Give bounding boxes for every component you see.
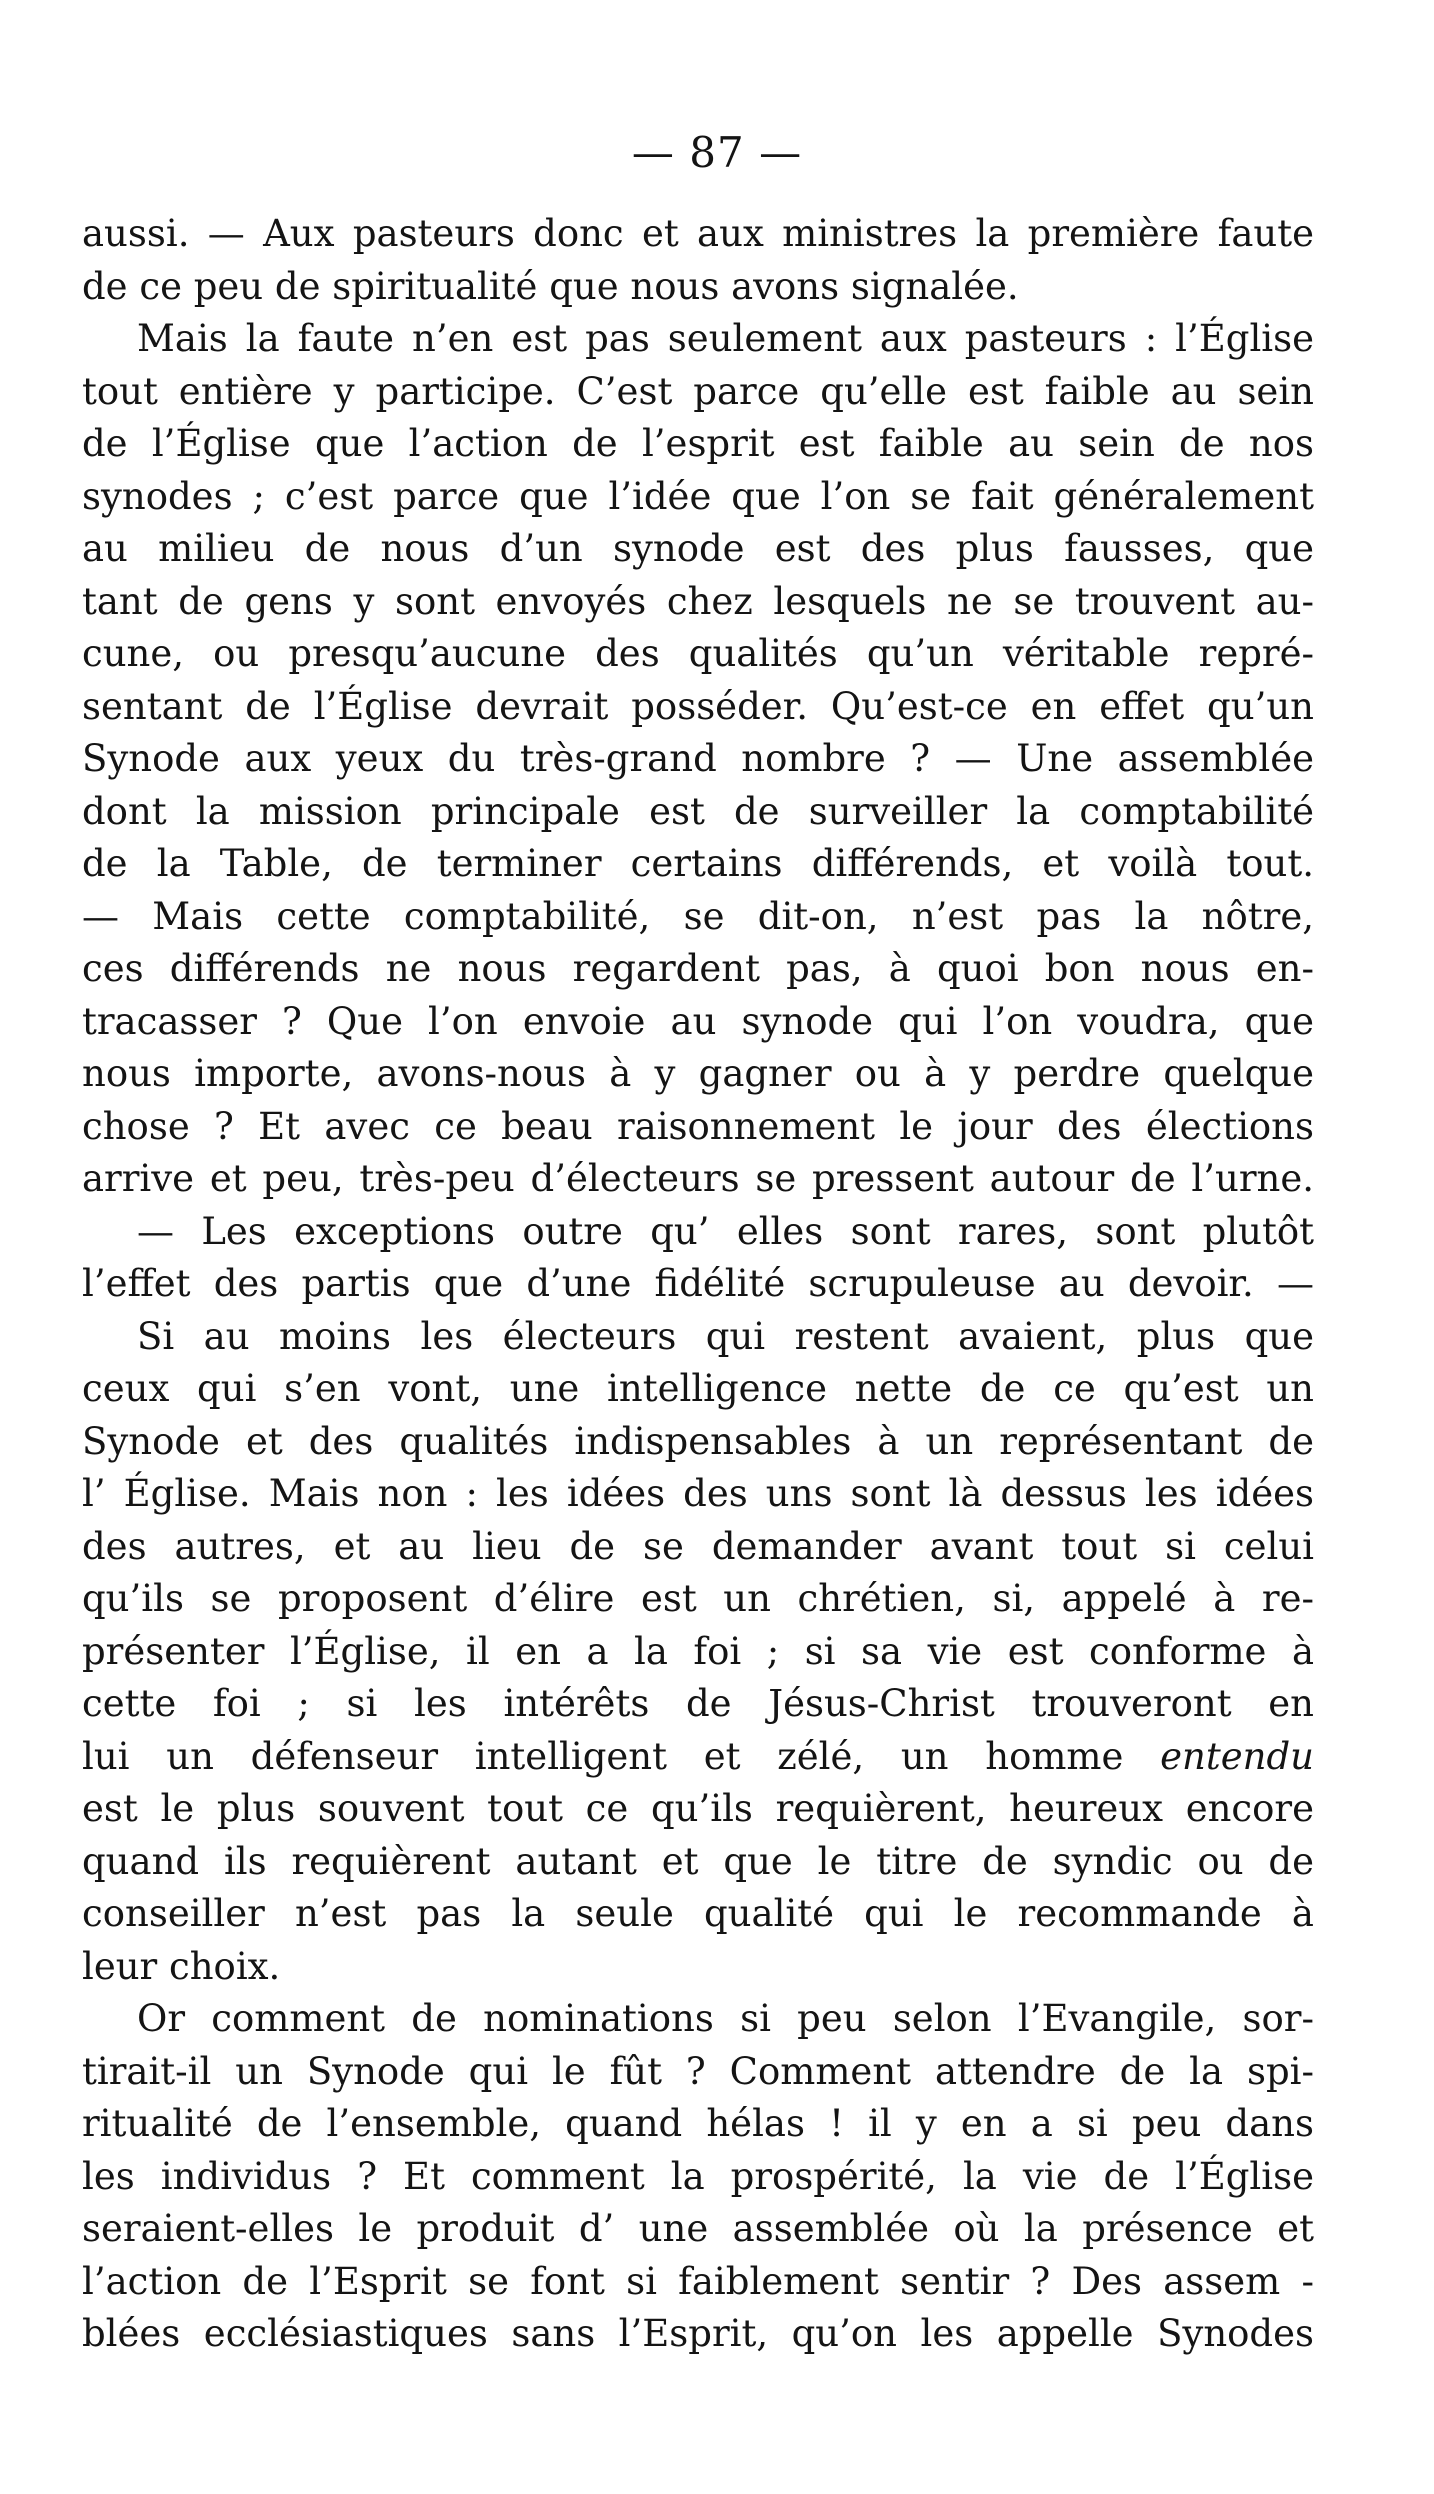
- text-line: Or comment de nominations si peu selon l’Evangile, sor-: [137, 1997, 1314, 2040]
- text-line: est le plus souvent tout ce qu’ils requièrent, heureux encore: [82, 1787, 1314, 1830]
- italic-word: entendu: [1160, 1734, 1314, 1778]
- text-line: cune, ou presqu’aucune des qualités qu’un véritable repré-: [82, 632, 1314, 675]
- text-line: aussi. — Aux pasteurs donc et aux ministres la première faute: [82, 212, 1314, 255]
- text-line: lui un défenseur intelligent et zélé, un homme entendu: [82, 1734, 1314, 1778]
- text-line: — Les exceptions outre qu’ elles sont rares, sont plutôt: [137, 1209, 1314, 1253]
- text-line: quand ils requièrent autant et que le titre de syndic ou de: [82, 1839, 1314, 1883]
- page-number: — 87 —: [631, 128, 803, 177]
- text-line: ritualité de l’ensemble, quand hélas ! il y en a si peu dans: [82, 2102, 1314, 2145]
- text-line: tirait-il un Synode qui le fût ? Comment attendre de la spi-: [82, 2049, 1314, 2093]
- text-line: les individus ? Et comment la prospérité, la vie de l’Église: [82, 2154, 1314, 2198]
- text-line: tout entière y participe. C’est parce qu’elle est faible au sein: [82, 369, 1314, 413]
- text-line: de ce peu de spiritualité que nous avons signalée.: [82, 264, 1019, 308]
- text-line: Synode aux yeux du très-grand nombre ? — Une assemblée: [82, 737, 1314, 780]
- text-line: Synode et des qualités indispensables à un représentant de: [82, 1419, 1314, 1463]
- text-line: au milieu de nous d’un synode est des plus fausses, que: [82, 527, 1314, 570]
- text-line: de l’Église que l’action de l’esprit est faible au sein de nos: [82, 422, 1314, 465]
- text-line: Mais la faute n’en est pas seulement aux pasteurs : l’Église: [137, 317, 1314, 360]
- text-line: chose ? Et avec ce beau raisonnement le jour des élections: [82, 1104, 1314, 1148]
- text-line: tracasser ? Que l’on envoie au synode qui l’on voudra, que: [82, 999, 1314, 1043]
- text-line: l’effet des partis que d’une fidélité scrupuleuse au devoir. —: [82, 1262, 1314, 1305]
- text-line: seraient-elles le produit d’ une assemblée où la présence et: [82, 2207, 1314, 2250]
- text-line: dont la mission principale est de surveiller la comptabilité: [82, 789, 1314, 833]
- text-line: Si au moins les électeurs qui restent avaient, plus que: [137, 1314, 1314, 1358]
- text-line: des autres, et au lieu de se demander avant tout si celui: [82, 1524, 1314, 1568]
- text-line: tant de gens y sont envoyés chez lesquels ne se trouvent au-: [82, 579, 1314, 623]
- text-line: qu’ils se proposent d’élire est un chrétien, si, appelé à re-: [82, 1577, 1314, 1620]
- text-line: l’ Église. Mais non : les idées des uns sont là dessus les idées: [82, 1472, 1314, 1515]
- text-line: arrive et peu, très-peu d’électeurs se pressent autour de l’urne.: [82, 1157, 1314, 1200]
- text-line: leur choix.: [82, 1944, 281, 1988]
- text-line: sentant de l’Église devrait posséder. Qu’est-ce en effet qu’un: [82, 684, 1314, 728]
- text-line: de la Table, de terminer certains différends, et voilà tout.: [82, 842, 1314, 885]
- text-line: ceux qui s’en vont, une intelligence nette de ce qu’est un: [82, 1367, 1314, 1410]
- text-line: nous importe, avons-nous à y gagner ou à y perdre quelque: [82, 1052, 1314, 1095]
- body-text: [82, 208, 1314, 2361]
- text-line: l’action de l’Esprit se font si faiblement sentir ? Des assem -: [82, 2259, 1314, 2303]
- text-line: — Mais cette comptabilité, se dit-on, n’est pas la nôtre,: [82, 894, 1314, 938]
- text-line: conseiller n’est pas la seule qualité qui le recommande à: [82, 1892, 1314, 1935]
- text-line: présenter l’Église, il en a la foi ; si sa vie est conforme à: [82, 1629, 1314, 1673]
- text-line: ces différends ne nous regardent pas, à quoi bon nous en-: [82, 947, 1314, 990]
- text-line: synodes ; c’est parce que l’idée que l’on se fait généralement: [82, 474, 1314, 518]
- text-line: blées ecclésiastiques sans l’Esprit, qu’on les appelle Synodes: [82, 2312, 1314, 2355]
- text-line: cette foi ; si les intérêts de Jésus-Christ trouveront en: [82, 1682, 1314, 1725]
